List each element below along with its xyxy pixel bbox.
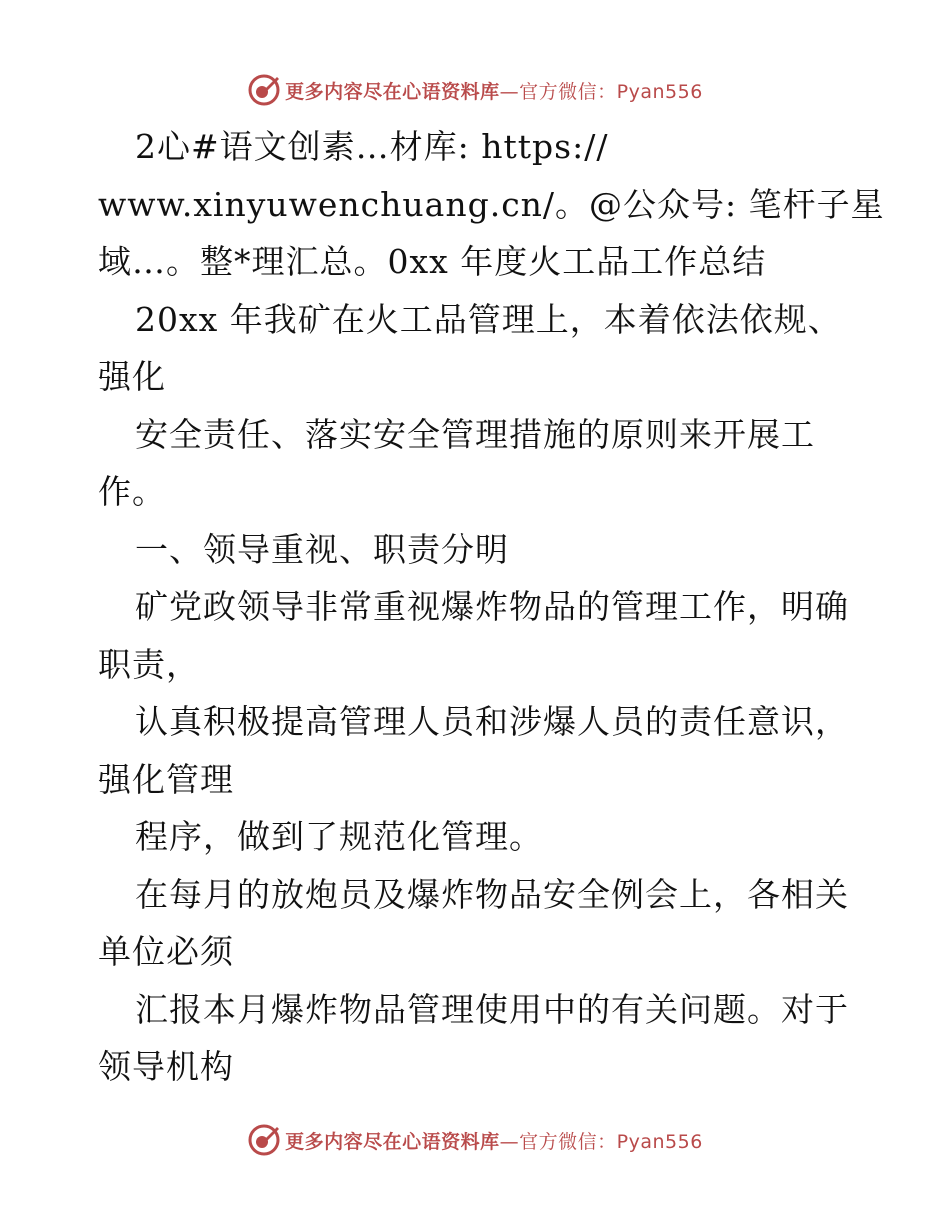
banner-title: 更多内容尽在心语资料库 xyxy=(285,1130,500,1153)
banner-wechat: 官方微信：Pyan556 xyxy=(519,80,703,103)
body-line: 程序，做到了规范化管理。 xyxy=(135,817,543,856)
document-body xyxy=(98,118,885,1096)
body-line: 作。 xyxy=(98,472,166,511)
body-line: 认真积极提高管理人员和涉爆人员的责任意识， xyxy=(135,702,849,741)
brand-logo-icon xyxy=(247,73,281,107)
body-line: 在每月的放炮员及爆炸物品安全例会上，各相关 xyxy=(135,874,849,914)
body-line: 汇报本月爆炸物品管理使用中的有关问题。对于 xyxy=(135,989,849,1029)
header-banner xyxy=(0,70,950,110)
body-line: 强化管理 xyxy=(98,759,234,799)
banner-title: 更多内容尽在心语资料库 xyxy=(285,80,500,103)
body-line: 强化 xyxy=(98,357,166,396)
body-line: 20xx 年我矿在火工品管理上，本着依法依规、 xyxy=(135,299,842,339)
banner-dash: — xyxy=(499,80,520,103)
body-line: 领导机构 xyxy=(98,1047,234,1086)
body-line: 安全责任、落实安全管理措施的原则来开展工 xyxy=(135,414,815,454)
brand-logo-icon xyxy=(247,1123,281,1157)
banner-wechat: 官方微信：Pyan556 xyxy=(519,1130,703,1153)
section-heading: 一、领导重视、职责分明 xyxy=(135,529,509,569)
body-line: 职责， xyxy=(98,644,200,684)
body-line: 2心#语文创素…材库: https:// xyxy=(135,127,609,166)
footer-banner xyxy=(0,1120,950,1160)
banner-text xyxy=(285,1127,703,1154)
body-line: 单位必须 xyxy=(98,932,234,971)
banner-text xyxy=(285,77,703,104)
banner-dash: — xyxy=(499,1130,520,1153)
body-line: 域…。整*理汇总。0xx 年度火工品工作总结 xyxy=(98,242,767,281)
body-line: 矿党政领导非常重视爆炸物品的管理工作，明确 xyxy=(135,587,849,626)
body-line: www.xinyuwenchuang.cn/。@公众号: 笔杆子星 xyxy=(98,184,885,224)
